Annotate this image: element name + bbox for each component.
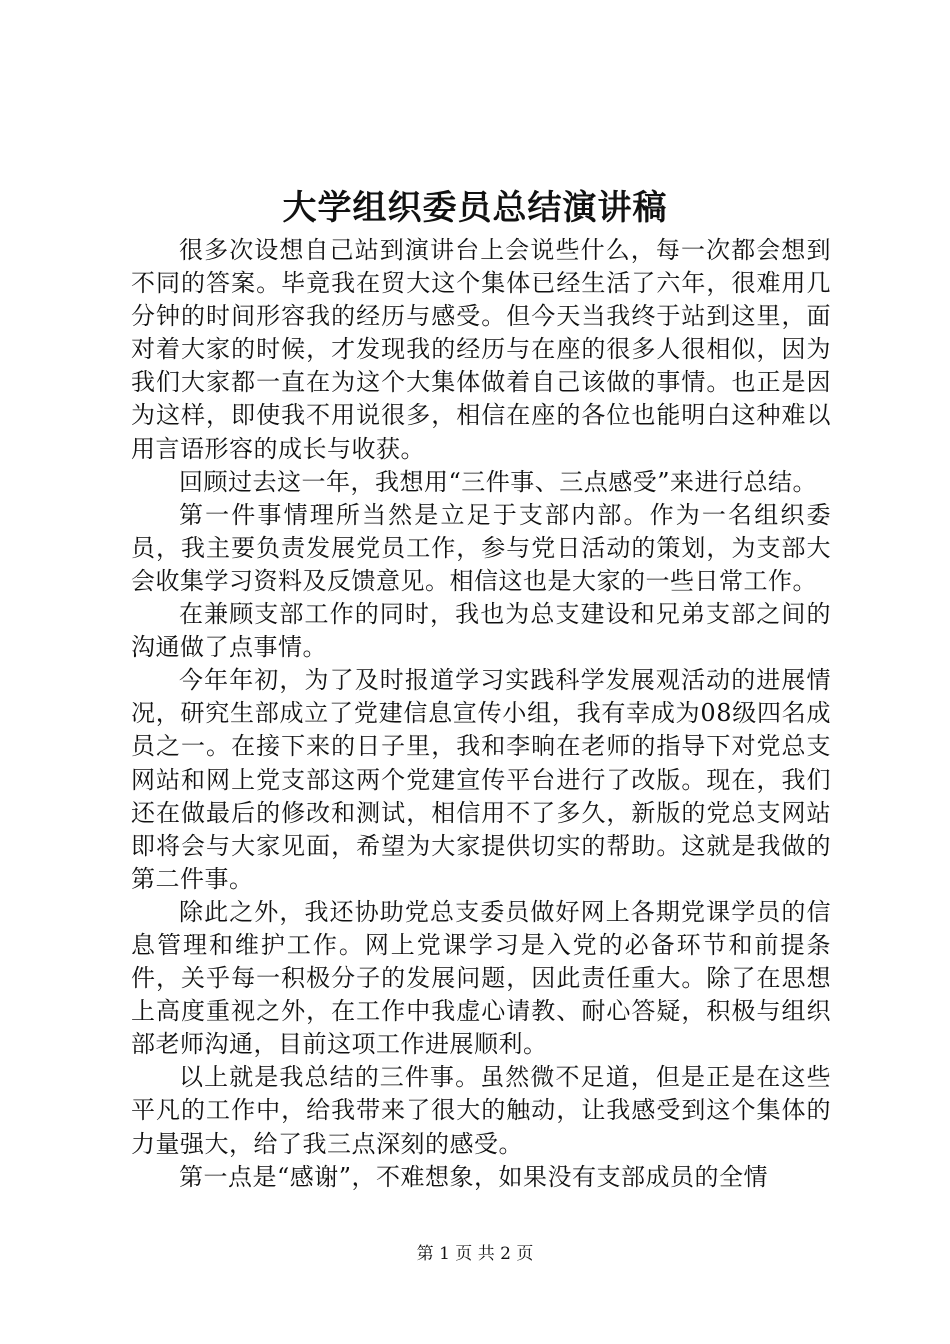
paragraph-5: 今年年初，为了及时报道学习实践科学发展观活动的进展情况，研究生部成立了党建信息宣传小组，我有幸成为08级四名成员之一。在接下来的日子里，我和李晌在老师的指导下对党总支网站和网上党支部这两个党建宣传平台进行了改版。现在，我们还在做最后的修改和测试，相信用不了多久，新版的党总支网站即将会与大家见面，希望为大家提供切实的帮助。这就是我做的第二件事。 xyxy=(131,666,831,893)
document-body xyxy=(131,234,831,1194)
paragraph-1: 很多次设想自己站到演讲台上会说些什么，每一次都会想到不同的答案。毕竟我在贸大这个集体已经生活了六年，很难用几分钟的时间形容我的经历与感受。但今天当我终于站到这里，面对着大家的时候，才发现我的经历与在座的很多人很相似，因为我们大家都一直在为这个大集体做着自己该做的事情。也正是因为这样，即使我不用说很多，相信在座的各位也能明白这种难以用言语形容的成长与收获。 xyxy=(131,236,831,463)
paragraph-2: 回顾过去这一年，我想用“三件事、三点感受”来进行总结。 xyxy=(179,467,818,496)
paragraph-6: 除此之外，我还协助党总支委员做好网上各期党课学员的信息管理和维护工作。网上党课学习是入党的必备环节和前提条件，关乎每一积极分子的发展问题，因此责任重大。除了在思想上高度重视之外，在工作中我虚心请教、耐心答疑，积极与组织部老师沟通，目前这项工作进展顺利。 xyxy=(131,897,831,1059)
page-footer: 第 1 页 共 2 页 xyxy=(416,1244,534,1264)
paragraph-8: 第一点是“感谢”，不难想象，如果没有支部成员的全情 xyxy=(179,1162,769,1191)
paragraph-3: 第一件事情理所当然是立足于支部内部。作为一名组织委员，我主要负责发展党员工作，参与党日活动的策划，为支部大会收集学习资料及反馈意见。相信这也是大家的一些日常工作。 xyxy=(131,500,831,595)
paragraph-4: 在兼顾支部工作的同时，我也为总支建设和兄弟支部之间的沟通做了点事情。 xyxy=(131,600,831,662)
paragraph-7: 以上就是我总结的三件事。虽然微不足道，但是正是在这些平凡的工作中，给我带来了很大的触动，让我感受到这个集体的力量强大，给了我三点深刻的感受。 xyxy=(131,1063,831,1158)
document-title: 大学组织委员总结演讲稿 xyxy=(282,188,668,228)
